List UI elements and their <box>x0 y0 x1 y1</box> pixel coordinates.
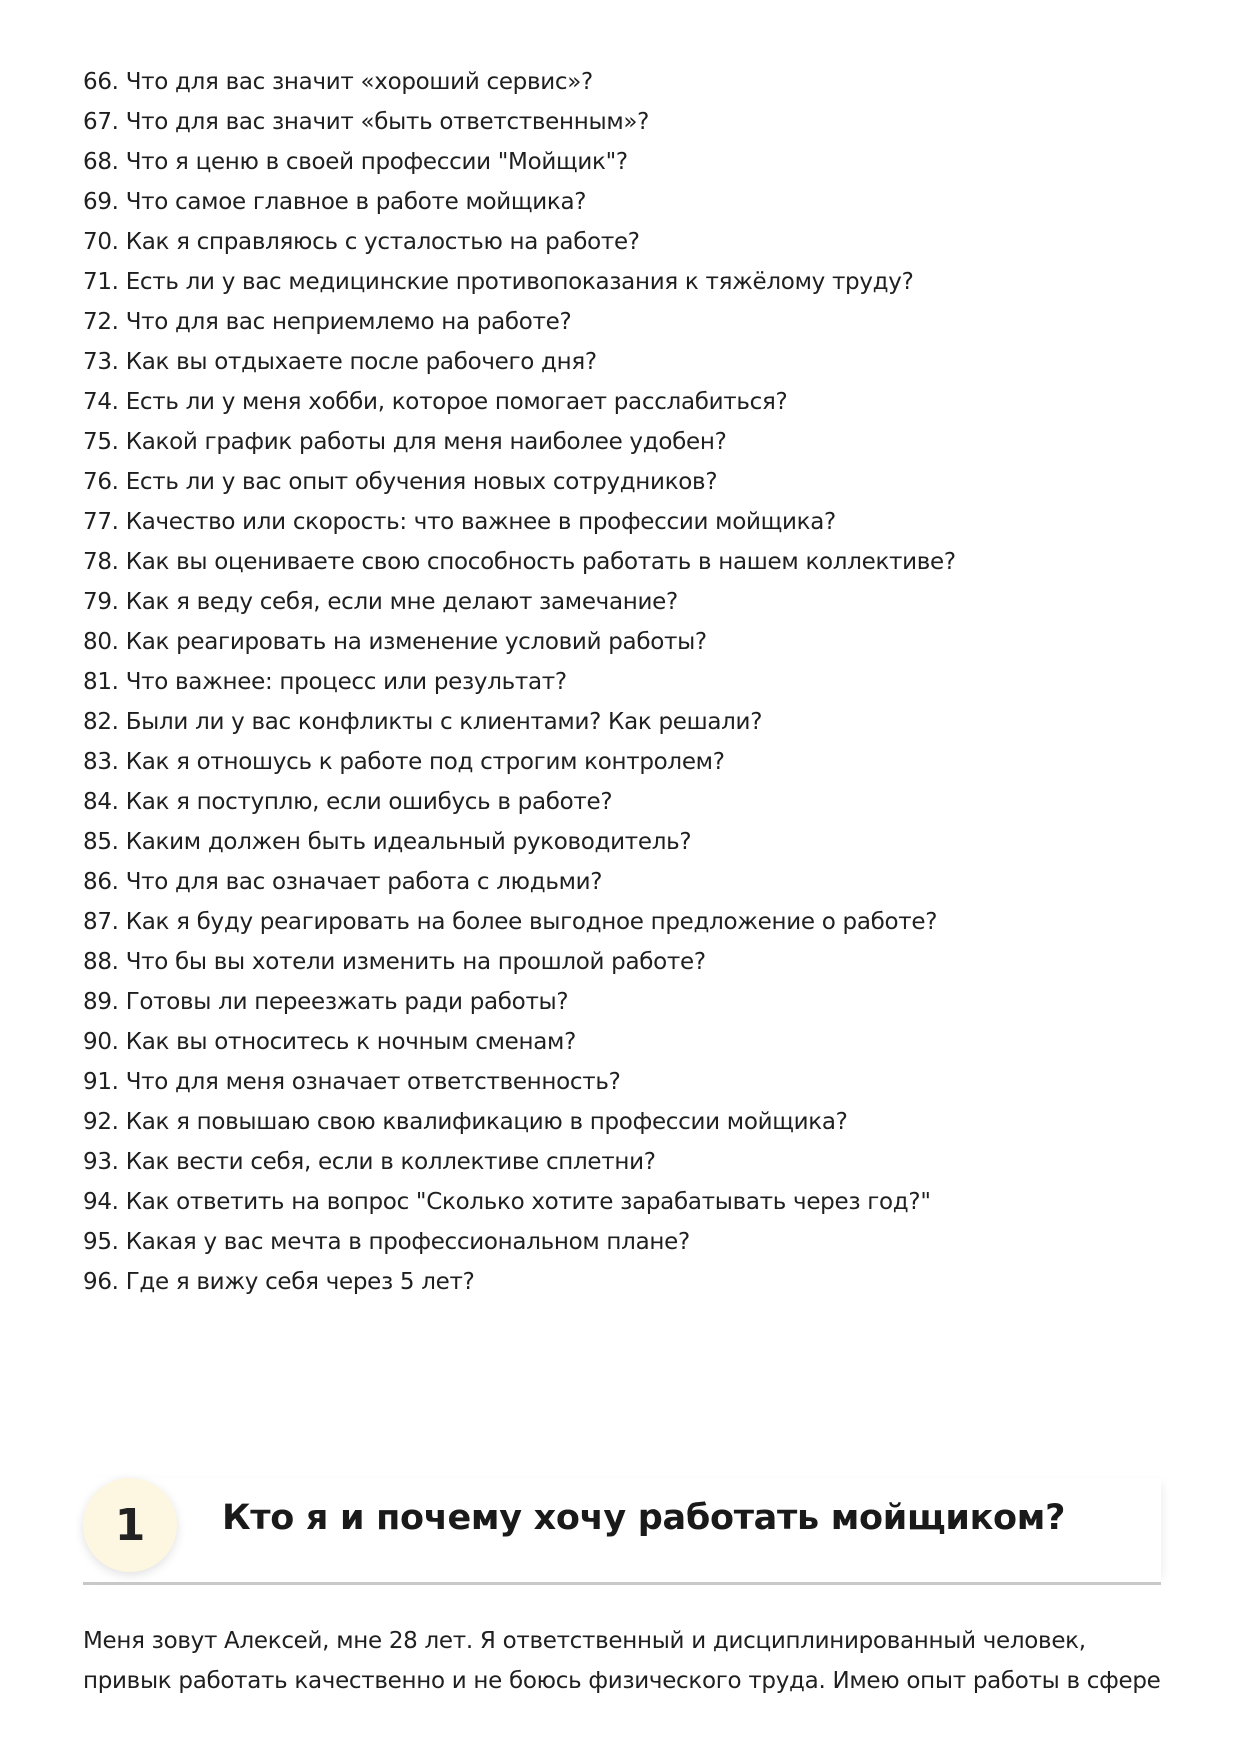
question-item: 79. Как я веду себя, если мне делают замечание? <box>83 589 678 615</box>
question-item: 77. Качество или скорость: что важнее в профессии мойщика? <box>83 509 836 535</box>
question-item: 84. Как я поступлю, если ошибусь в работе? <box>83 789 613 815</box>
question-item: 96. Где я вижу себя через 5 лет? <box>83 1269 475 1295</box>
question-item: 91. Что для меня означает ответственность? <box>83 1069 621 1095</box>
question-item: 76. Есть ли у вас опыт обучения новых сотрудников? <box>83 469 718 495</box>
question-item: 69. Что самое главное в работе мойщика? <box>83 189 587 215</box>
question-item: 94. Как ответить на вопрос "Сколько хотите зарабатывать через год?" <box>83 1189 931 1215</box>
question-item: 72. Что для вас неприемлемо на работе? <box>83 309 572 335</box>
question-item: 67. Что для вас значит «быть ответственным»? <box>83 109 650 135</box>
question-item: 92. Как я повышаю свою квалификацию в профессии мойщика? <box>83 1109 848 1135</box>
question-item: 89. Готовы ли переезжать ради работы? <box>83 989 569 1015</box>
section-title: Кто я и почему хочу работать мойщиком? <box>222 1498 1066 1538</box>
question-item: 71. Есть ли у вас медицинские противопоказания к тяжёлому труду? <box>83 269 914 295</box>
question-list <box>83 62 956 1302</box>
question-item: 74. Есть ли у меня хобби, которое помогает расслабиться? <box>83 389 788 415</box>
question-item: 70. Как я справляюсь с усталостью на работе? <box>83 229 640 255</box>
question-item: 88. Что бы вы хотели изменить на прошлой работе? <box>83 949 706 975</box>
section-number-badge: 1 <box>83 1478 177 1572</box>
question-item: 93. Как вести себя, если в коллективе сплетни? <box>83 1149 656 1175</box>
question-item: 85. Каким должен быть идеальный руководитель? <box>83 829 692 855</box>
question-item: 73. Как вы отдыхаете после рабочего дня? <box>83 349 597 375</box>
question-item: 81. Что важнее: процесс или результат? <box>83 669 567 695</box>
question-item: 90. Как вы относитесь к ночным сменам? <box>83 1029 576 1055</box>
question-item: 86. Что для вас означает работа с людьми? <box>83 869 603 895</box>
question-item: 68. Что я ценю в своей профессии "Мойщик"? <box>83 149 628 175</box>
section-header <box>83 1478 1161 1585</box>
question-item: 66. Что для вас значит «хороший сервис»? <box>83 69 593 95</box>
question-item: 78. Как вы оцениваете свою способность работать в нашем коллективе? <box>83 549 956 575</box>
question-item: 87. Как я буду реагировать на более выгодное предложение о работе? <box>83 909 938 935</box>
question-item: 75. Какой график работы для меня наиболее удобен? <box>83 429 727 455</box>
question-item: 83. Как я отношусь к работе под строгим контролем? <box>83 749 725 775</box>
answer-paragraph: Меня зовут Алексей, мне 28 лет. Я ответственный и дисциплинированный человек, привык работать качественно и не боюсь физического труда. Имею опыт работы в сфере <box>83 1628 1161 1694</box>
question-item: 95. Какая у вас мечта в профессиональном плане? <box>83 1229 690 1255</box>
question-item: 82. Были ли у вас конфликты с клиентами? Как решали? <box>83 709 763 735</box>
question-item: 80. Как реагировать на изменение условий работы? <box>83 629 707 655</box>
